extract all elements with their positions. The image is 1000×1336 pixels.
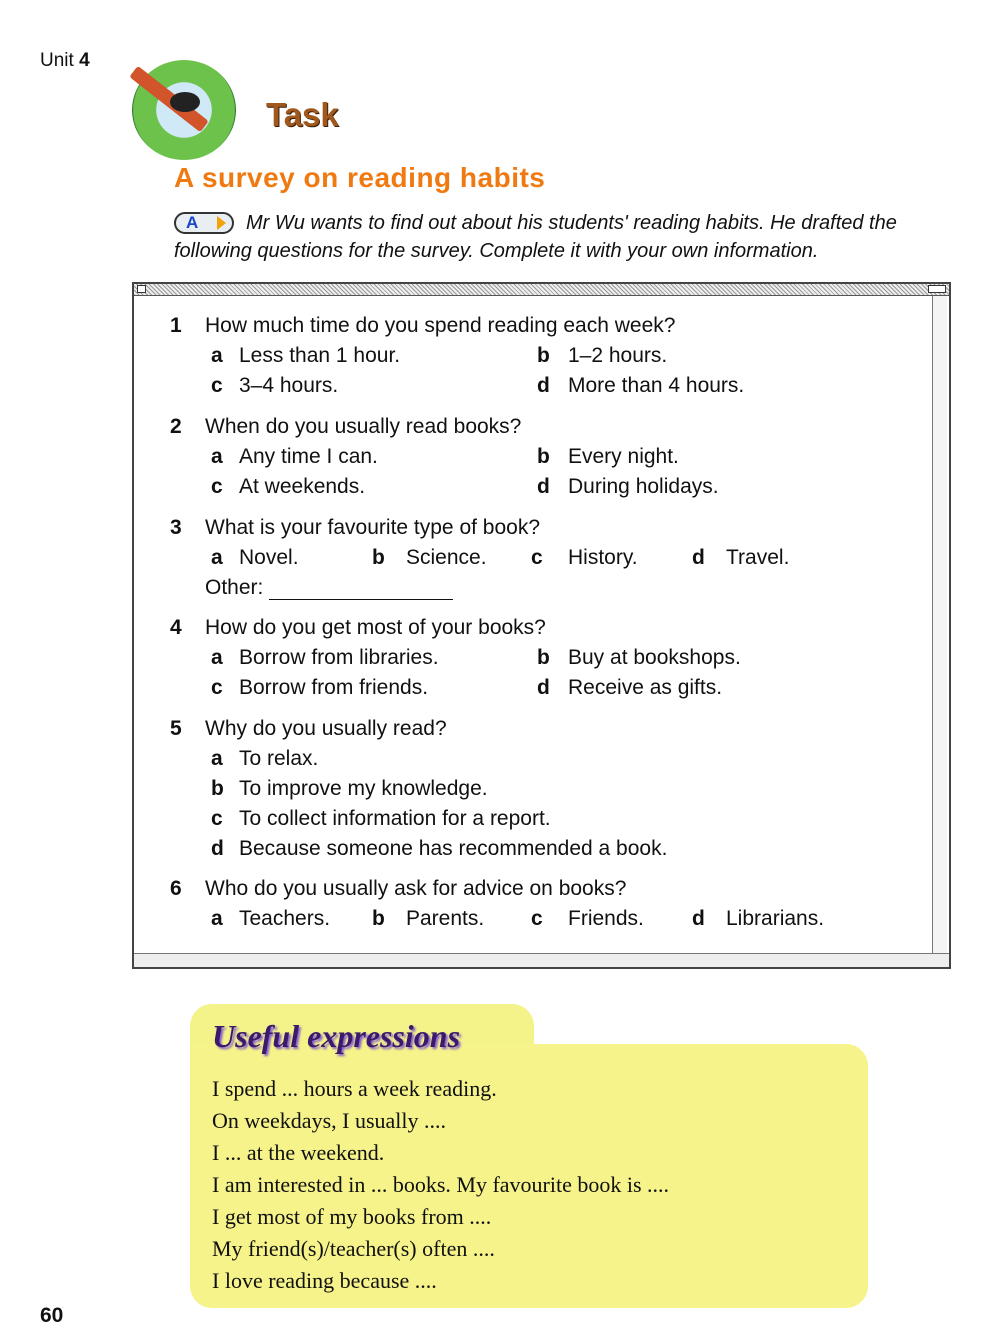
option-a[interactable] [211, 747, 223, 771]
page-title: A survey on reading habits [174, 162, 546, 193]
useful-expressions-title: Useful expressions [212, 1018, 461, 1054]
unit-number: 4 [79, 50, 90, 71]
option-d[interactable] [692, 907, 705, 931]
option-text: Buy at bookshops. [568, 646, 741, 669]
question-text: What is your favourite type of book? [205, 516, 541, 539]
unit-label [40, 50, 90, 72]
expression-item: I love reading because .... [212, 1268, 437, 1293]
play-arrow-icon [217, 216, 226, 230]
option-letter: d [692, 907, 705, 930]
option-text: Every night. [568, 445, 679, 468]
option-text: Because someone has recommended a book. [239, 837, 668, 860]
dog-nose-icon [170, 92, 200, 112]
option-letter: d [211, 837, 224, 860]
option-letter: c [211, 807, 223, 830]
option-letter: c [531, 546, 543, 569]
other-label: Other: [205, 576, 264, 599]
option-letter: c [531, 907, 543, 930]
other-field[interactable] [205, 576, 453, 600]
option-a[interactable] [211, 344, 223, 368]
option-text: Borrow from friends. [239, 676, 429, 699]
option-text: Borrow from libraries. [239, 646, 439, 669]
option-letter: a [211, 344, 223, 367]
vertical-scrollbar[interactable] [932, 296, 947, 953]
option-a[interactable] [211, 445, 223, 469]
option-letter: d [692, 546, 705, 569]
option-d[interactable] [537, 374, 550, 398]
option-c[interactable] [531, 546, 543, 570]
instruction-line-1: Mr Wu wants to find out about his students' reading habits. He drafted the [246, 212, 897, 234]
option-c[interactable] [211, 475, 223, 499]
option-text: History. [568, 546, 638, 569]
option-b[interactable] [537, 445, 550, 469]
option-letter: b [372, 907, 385, 930]
option-text: Any time I can. [239, 445, 378, 468]
instruction-line-2: following questions for the survey. Complete it with your own information. [174, 240, 819, 262]
expression-item: I spend ... hours a week reading. [212, 1076, 497, 1101]
option-d[interactable] [692, 546, 705, 570]
option-text: Science. [406, 546, 487, 569]
option-letter: a [211, 646, 223, 669]
question-number: 6 [170, 877, 182, 900]
option-letter: b [537, 445, 550, 468]
unit-text: Unit [40, 50, 74, 71]
zoom-box-icon[interactable] [928, 285, 946, 293]
option-c[interactable] [211, 374, 223, 398]
option-letter: a [211, 907, 223, 930]
option-text: Less than 1 hour. [239, 344, 401, 367]
question-number: 4 [170, 616, 182, 639]
question-text: Who do you usually ask for advice on books? [205, 877, 627, 900]
option-letter: a [211, 546, 223, 569]
question-text: How much time do you spend reading each week? [205, 314, 676, 337]
option-a[interactable] [211, 546, 223, 570]
option-letter: c [211, 676, 223, 699]
window-title-bar[interactable] [134, 284, 949, 296]
option-text: Teachers. [239, 907, 331, 930]
section-title: Task [266, 96, 339, 133]
horizontal-scrollbar[interactable] [134, 953, 949, 967]
option-text: 3–4 hours. [239, 374, 339, 397]
question-number: 1 [170, 314, 182, 337]
option-b[interactable] [372, 907, 385, 931]
useful-expressions-box [190, 1004, 868, 1308]
option-text: More than 4 hours. [568, 374, 745, 397]
expression-item: On weekdays, I usually .... [212, 1108, 447, 1133]
option-text: Parents. [406, 907, 485, 930]
question-number: 3 [170, 516, 182, 539]
option-letter: c [211, 374, 223, 397]
survey-window [132, 282, 951, 969]
part-letter: A [186, 213, 199, 232]
option-text: To collect information for a report. [239, 807, 551, 830]
page-number: 60 [40, 1304, 64, 1327]
question-text: How do you get most of your books? [205, 616, 546, 639]
option-text: To improve my knowledge. [239, 777, 488, 800]
option-c[interactable] [211, 676, 223, 700]
option-c[interactable] [211, 807, 223, 831]
option-letter: d [537, 374, 550, 397]
option-b[interactable] [211, 777, 224, 801]
question-number: 2 [170, 415, 182, 438]
close-box-icon[interactable] [137, 285, 146, 293]
option-letter: d [537, 676, 550, 699]
option-a[interactable] [211, 907, 223, 931]
option-text: 1–2 hours. [568, 344, 668, 367]
expression-item: I get most of my books from .... [212, 1204, 492, 1229]
other-blank-line[interactable] [269, 582, 453, 600]
part-badge [174, 212, 234, 234]
option-c[interactable] [531, 907, 543, 931]
option-letter: a [211, 747, 223, 770]
option-d[interactable] [211, 837, 224, 861]
expression-item: My friend(s)/teacher(s) often .... [212, 1236, 495, 1261]
option-letter: b [537, 646, 550, 669]
option-text: To relax. [239, 747, 319, 770]
option-letter: b [537, 344, 550, 367]
option-b[interactable] [537, 646, 550, 670]
option-d[interactable] [537, 676, 550, 700]
option-text: At weekends. [239, 475, 366, 498]
option-letter: b [211, 777, 224, 800]
question-number: 5 [170, 717, 182, 740]
option-letter: b [372, 546, 385, 569]
option-letter: a [211, 445, 223, 468]
question-text: When do you usually read books? [205, 415, 522, 438]
option-text: During holidays. [568, 475, 719, 498]
expression-item: I ... at the weekend. [212, 1140, 385, 1165]
option-letter: d [537, 475, 550, 498]
expression-item: I am interested in ... books. My favourite book is .... [212, 1172, 670, 1197]
option-text: Friends. [568, 907, 644, 930]
question-text: Why do you usually read? [205, 717, 447, 740]
option-text: Travel. [726, 546, 790, 569]
option-text: Receive as gifts. [568, 676, 723, 699]
option-text: Librarians. [726, 907, 825, 930]
option-text: Novel. [239, 546, 299, 569]
option-letter: c [211, 475, 223, 498]
option-b[interactable] [372, 546, 385, 570]
option-d[interactable] [537, 475, 550, 499]
option-a[interactable] [211, 646, 223, 670]
option-b[interactable] [537, 344, 550, 368]
